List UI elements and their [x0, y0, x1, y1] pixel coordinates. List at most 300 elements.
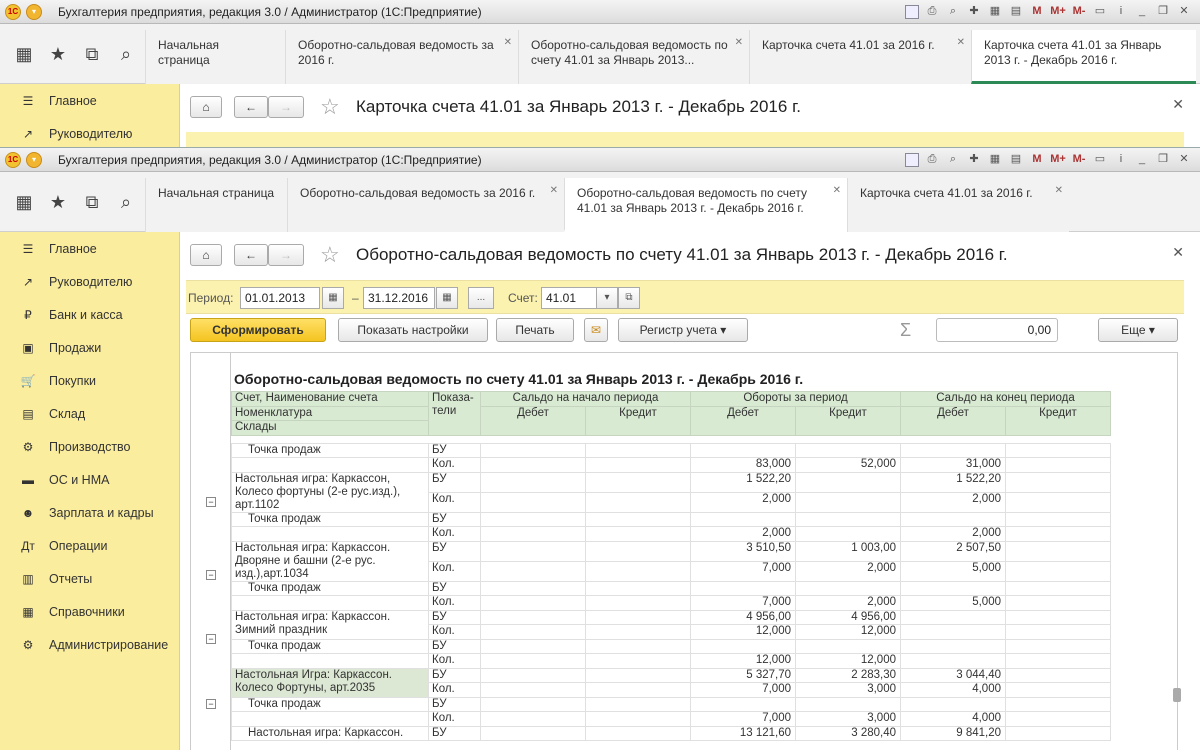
value-cell [481, 596, 586, 611]
sidebar-item-main[interactable]: ☰ Главное [0, 84, 179, 117]
favorites-icon[interactable]: ✚ [969, 5, 979, 17]
sidebar-item-icon: Дт [21, 538, 35, 553]
value-cell: 83,000 [691, 458, 796, 473]
value-cell: 2,000 [796, 561, 901, 581]
sidebar-item-label: Справочники [49, 604, 125, 619]
table-row[interactable] [232, 697, 1111, 712]
value-cell [586, 541, 691, 561]
close-tab-icon[interactable]: ✕ [734, 37, 743, 48]
value-cell [481, 654, 586, 669]
sidebar-item-label: Склад [49, 406, 86, 421]
value-cell [691, 581, 796, 596]
indicator-cell: БУ [429, 610, 481, 625]
close-button[interactable]: ✕ [1179, 5, 1189, 17]
sidebar-item-icon: ▣ [22, 340, 34, 355]
sidebar-item-label: Администрирование [49, 637, 169, 652]
close-tab-icon[interactable]: ✕ [1054, 185, 1063, 196]
sidebar-item-11[interactable] [0, 595, 179, 628]
vertical-scrollbar[interactable] [1170, 352, 1184, 750]
restore-button[interactable]: ❐ [1158, 153, 1168, 165]
window-title: Бухгалтерия предприятия, редакция 3.0 / Администратор (1С:Предприятие) [58, 153, 482, 167]
item-name-cell: Настольная игра: Каркассон, Колесо фортуны (2-е рус.изд.), арт.1102 [232, 472, 429, 512]
value-cell [481, 683, 586, 698]
tab-osv-2016[interactable]: Оборотно-сальдовая ведомость за 2016 г. ✕ [287, 178, 564, 232]
value-cell [1006, 610, 1111, 625]
value-cell [586, 726, 691, 741]
value-cell [481, 443, 586, 458]
close-form-icon[interactable]: ✕ [1172, 244, 1184, 260]
period-label: Период: [188, 291, 234, 305]
value-cell: 2,000 [901, 527, 1006, 542]
sidebar-item-icon: ↗ [22, 274, 34, 289]
value-cell [481, 697, 586, 712]
report-title: Оборотно-сальдовая ведомость по счету 41.01 за Январь 2013 г. - Декабрь 2016 г. [234, 371, 804, 387]
value-cell [586, 581, 691, 596]
value-cell [901, 512, 1006, 527]
indicator-cell: Кол. [429, 596, 481, 611]
value-cell [796, 472, 901, 492]
app-logo-icon[interactable]: 1C [5, 4, 21, 20]
layout-icon[interactable]: ▭ [1094, 153, 1106, 165]
value-cell: 1 003,00 [796, 541, 901, 561]
tab-card-2016[interactable]: Карточка счета 41.01 за 2016 г. ✕ [847, 178, 1069, 232]
table-row[interactable] [232, 610, 1111, 625]
minimize-button[interactable]: _ [1138, 5, 1146, 17]
value-cell [586, 683, 691, 698]
value-cell [796, 581, 901, 596]
sidebar-item-icon: ▦ [22, 604, 34, 619]
close-button[interactable]: ✕ [1179, 153, 1189, 165]
sidebar-item-label: Продажи [49, 340, 102, 355]
report-tree-gutter [191, 353, 231, 750]
more-dropdown[interactable]: Еще ▾ [1098, 318, 1178, 342]
report-toolbar [180, 318, 1200, 346]
warehouse-cell: Точка продаж [232, 512, 429, 527]
favorite-star-icon[interactable]: ☆ [320, 242, 340, 267]
warehouse-cell: Точка продаж [232, 639, 429, 654]
memory-button[interactable]: M [1032, 5, 1042, 17]
home-button[interactable]: ⌂ [190, 96, 222, 118]
forward-button[interactable]: → [268, 244, 304, 266]
window-title: Бухгалтерия предприятия, редакция 3.0 / Администратор (1С:Предприятие) [58, 5, 482, 19]
value-cell [796, 512, 901, 527]
favorites-star-icon[interactable]: ★ [49, 191, 67, 212]
value-cell [901, 625, 1006, 640]
value-cell [481, 581, 586, 596]
sidebar-item-4[interactable] [0, 364, 179, 397]
value-cell [481, 527, 586, 542]
register-dropdown[interactable]: Регистр учета ▾ [618, 318, 748, 342]
trend-icon: ↗ [22, 126, 34, 141]
value-cell [1006, 527, 1111, 542]
period-bar [186, 280, 1184, 314]
warehouse-cell: Точка продаж [232, 581, 429, 596]
value-cell [586, 697, 691, 712]
value-cell [901, 581, 1006, 596]
collapse-icon[interactable]: − [206, 497, 216, 507]
apps-grid-icon[interactable]: ▦ [15, 43, 33, 64]
period-to-input[interactable]: 31.12.2016 [363, 287, 435, 309]
info-icon[interactable]: i [1119, 5, 1123, 17]
value-cell [901, 610, 1006, 625]
tab-home[interactable]: Начальная страница [145, 30, 285, 84]
table-row[interactable] [232, 472, 1111, 492]
value-cell: 3,000 [796, 683, 901, 698]
value-cell: 2,000 [901, 492, 1006, 512]
sidebar-item-label: Зарплата и кадры [49, 505, 154, 520]
calendar-icon[interactable]: ▦ [989, 5, 1001, 17]
titlebar [0, 148, 1200, 172]
value-cell [586, 458, 691, 473]
value-cell [586, 492, 691, 512]
value-cell [1006, 541, 1111, 561]
sidebar-item-5[interactable] [0, 397, 179, 430]
value-cell [691, 697, 796, 712]
search-icon[interactable]: ⌕ [120, 43, 132, 64]
value-cell [586, 610, 691, 625]
account-dropdown-icon[interactable]: ▾ [596, 287, 618, 309]
sidebar-item-12[interactable] [0, 628, 179, 661]
table-row[interactable] [232, 654, 1111, 669]
value-cell: 3 044,40 [901, 668, 1006, 683]
sidebar-item-6[interactable] [0, 430, 179, 463]
indicator-cell: Кол. [429, 712, 481, 727]
warehouse-cell: Точка продаж [232, 443, 429, 458]
back-button[interactable]: ← [234, 244, 268, 266]
minimize-button[interactable]: _ [1138, 153, 1146, 165]
tabs-bar [0, 24, 1200, 84]
value-cell [586, 512, 691, 527]
value-cell: 2,000 [691, 492, 796, 512]
indicator-cell: Кол. [429, 492, 481, 512]
value-cell [481, 712, 586, 727]
value-cell [481, 639, 586, 654]
memory-plus-button[interactable]: M+ [1050, 153, 1066, 165]
value-cell [1006, 561, 1111, 581]
indicator-cell: Кол. [429, 654, 481, 669]
value-cell [691, 512, 796, 527]
calendar-to-icon[interactable]: ▦ [436, 287, 458, 309]
indicator-cell: Кол. [429, 625, 481, 640]
value-cell [1006, 472, 1111, 492]
value-cell: 7,000 [691, 561, 796, 581]
report-table [231, 391, 1111, 741]
close-tab-icon[interactable]: ✕ [832, 185, 841, 196]
show-settings-button[interactable]: Показать настройки [338, 318, 488, 342]
value-cell [796, 697, 901, 712]
indicator-cell: БУ [429, 443, 481, 458]
value-cell [691, 443, 796, 458]
print-icon[interactable]: ⎙ [927, 153, 937, 165]
home-button[interactable]: ⌂ [190, 244, 222, 266]
sidebar-item-icon: 🛒 [20, 373, 36, 388]
memory-plus-button[interactable]: M+ [1050, 5, 1066, 17]
sidebar-item-icon: ☻ [21, 505, 35, 520]
sidebar-item-3[interactable] [0, 331, 179, 364]
sidebar-item-8[interactable] [0, 496, 179, 529]
value-cell [1006, 668, 1111, 683]
table-row[interactable] [232, 668, 1111, 683]
value-cell [1006, 512, 1111, 527]
value-cell [586, 472, 691, 492]
value-cell [481, 541, 586, 561]
table-row[interactable] [232, 541, 1111, 561]
indicator-cell: БУ [429, 726, 481, 741]
value-cell [1006, 596, 1111, 611]
value-cell [586, 712, 691, 727]
sidebar-item-label: Операции [49, 538, 108, 553]
main-area [180, 84, 1200, 150]
foreground-window [0, 147, 1200, 750]
info-icon[interactable]: i [1119, 153, 1123, 165]
sidebar-item-icon: ⚙ [22, 439, 34, 454]
period-select-button[interactable]: ... [468, 287, 494, 309]
warehouse-cell: Настольная игра: Каркассон. [232, 726, 429, 741]
tabs-bar [0, 172, 1200, 232]
sidebar-item-10[interactable] [0, 562, 179, 595]
value-cell: 7,000 [691, 683, 796, 698]
scroll-thumb[interactable] [1173, 688, 1181, 702]
item-name-cell: Настольная игра: Каркассон. Зимний праздник [232, 610, 429, 639]
memory-button[interactable]: M [1032, 153, 1042, 165]
tab-home[interactable]: Начальная страница [145, 178, 287, 232]
generate-button[interactable]: Сформировать [190, 318, 326, 342]
table-row[interactable] [232, 726, 1111, 741]
warehouse-cell [232, 712, 429, 727]
main-menu-icon[interactable]: ▾ [26, 152, 42, 168]
account-input[interactable]: 41.01 [541, 287, 597, 309]
value-cell [1006, 683, 1111, 698]
sidebar-item-label: Руководителю [49, 274, 133, 289]
value-cell [1006, 639, 1111, 654]
indicator-cell: БУ [429, 668, 481, 683]
value-cell: 2,000 [691, 527, 796, 542]
main-menu-icon[interactable]: ▾ [26, 4, 42, 20]
value-cell [1006, 697, 1111, 712]
history-icon[interactable]: ⧉ [85, 43, 99, 64]
warehouse-cell [232, 458, 429, 473]
indicator-cell: БУ [429, 581, 481, 596]
preview-icon[interactable]: ⌕ [949, 153, 957, 165]
sidebar-item-9[interactable] [0, 529, 179, 562]
history-icon[interactable]: ⧉ [85, 191, 99, 212]
background-window [0, 0, 1200, 150]
value-cell [481, 625, 586, 640]
period-from-input[interactable]: 01.01.2013 [240, 287, 320, 309]
sidebar-item-label: Главное [49, 241, 97, 256]
print-button[interactable]: Печать [496, 318, 574, 342]
save-icon[interactable] [905, 5, 919, 19]
sidebar-item-icon: ▤ [22, 406, 34, 421]
sidebar-item-label: Отчеты [49, 571, 93, 586]
value-cell: 1 522,20 [691, 472, 796, 492]
value-cell: 5,000 [901, 561, 1006, 581]
value-cell [586, 625, 691, 640]
warehouse-cell [232, 527, 429, 542]
collapse-icon[interactable]: − [206, 570, 216, 580]
value-cell [481, 561, 586, 581]
value-cell [901, 639, 1006, 654]
memory-minus-button[interactable]: M- [1072, 153, 1086, 165]
sidebar-item-0[interactable] [0, 232, 179, 265]
table-row[interactable] [232, 512, 1111, 527]
table-row[interactable] [232, 443, 1111, 458]
calendar-icon[interactable]: ▦ [989, 153, 1001, 165]
header-credit: Кредит [1006, 406, 1111, 435]
value-cell [586, 668, 691, 683]
value-cell [1006, 712, 1111, 727]
indicator-cell: Кол. [429, 683, 481, 698]
tab-osv-2016[interactable]: Оборотно-сальдовая ведомость за 2016 г. ✕ [285, 30, 518, 84]
close-tab-icon[interactable]: ✕ [549, 185, 558, 196]
report-document[interactable] [190, 352, 1178, 750]
sidebar-item-label: Производство [49, 439, 131, 454]
indicator-cell: Кол. [429, 561, 481, 581]
table-row[interactable] [232, 458, 1111, 473]
indicator-cell: БУ [429, 541, 481, 561]
header-debit: Дебет [481, 406, 586, 435]
sidebar-item-label: Банк и касса [49, 307, 123, 322]
value-cell: 3 280,40 [796, 726, 901, 741]
sidebar [0, 84, 180, 150]
sidebar-item-7[interactable] [0, 463, 179, 496]
search-icon[interactable]: ⌕ [120, 191, 132, 212]
value-cell [481, 668, 586, 683]
indicator-cell: БУ [429, 697, 481, 712]
indicator-cell: Кол. [429, 458, 481, 473]
value-cell [796, 492, 901, 512]
value-cell: 9 841,20 [901, 726, 1006, 741]
indicator-cell: Кол. [429, 527, 481, 542]
calendar-from-icon[interactable]: ▦ [322, 287, 344, 309]
layout-icon[interactable]: ▭ [1094, 5, 1106, 17]
value-cell [901, 654, 1006, 669]
value-cell [481, 492, 586, 512]
table-row[interactable] [232, 581, 1111, 596]
table-row[interactable] [232, 639, 1111, 654]
favorites-star-icon[interactable]: ★ [49, 43, 67, 64]
value-cell: 12,000 [796, 654, 901, 669]
page-title: Карточка счета 41.01 за Январь 2013 г. - Декабрь 2016 г. [356, 97, 801, 116]
tab-osv-41[interactable]: Оборотно-сальдовая ведомость по счету 41.01 за Январь 2013... ✕ [518, 30, 749, 84]
header-row [232, 406, 1111, 421]
favorites-icon[interactable]: ✚ [969, 153, 979, 165]
email-icon[interactable]: ✉ [584, 318, 608, 342]
indicator-cell: БУ [429, 639, 481, 654]
header-turnover: Обороты за период [691, 392, 901, 407]
value-cell [1006, 726, 1111, 741]
collapse-icon[interactable]: − [206, 699, 216, 709]
value-cell [1006, 625, 1111, 640]
value-cell: 12,000 [691, 654, 796, 669]
value-cell: 31,000 [901, 458, 1006, 473]
close-tab-icon[interactable]: ✕ [956, 37, 965, 48]
value-cell [1006, 492, 1111, 512]
page-title: Оборотно-сальдовая ведомость по счету 41.01 за Январь 2013 г. - Декабрь 2016 г. [356, 245, 1008, 264]
warehouse-cell: Точка продаж [232, 697, 429, 712]
collapse-icon[interactable]: − [206, 634, 216, 644]
value-cell: 7,000 [691, 596, 796, 611]
sidebar-item-manager[interactable]: ↗ Руководителю [0, 117, 179, 150]
close-form-icon[interactable]: ✕ [1172, 96, 1184, 112]
value-cell: 3 510,50 [691, 541, 796, 561]
sidebar-item-icon: ⚙ [22, 637, 34, 652]
account-open-icon[interactable]: ⧉ [618, 287, 640, 309]
calculator-icon[interactable]: ▤ [1010, 153, 1022, 165]
value-cell [1006, 458, 1111, 473]
value-cell [481, 472, 586, 492]
table-row[interactable] [232, 596, 1111, 611]
value-cell [481, 458, 586, 473]
header-warehouses: Склады [232, 421, 429, 436]
sidebar-item-1[interactable] [0, 265, 179, 298]
header-indicators: Показа-тели [429, 392, 481, 436]
sidebar-item-icon: ₽ [24, 307, 32, 322]
table-row[interactable] [232, 712, 1111, 727]
value-cell [586, 527, 691, 542]
value-cell [481, 610, 586, 625]
preview-icon[interactable]: ⌕ [949, 5, 957, 17]
value-cell [796, 443, 901, 458]
sidebar-item-label: ОС и НМА [49, 472, 110, 487]
header-open-balance: Сальдо на начало периода [481, 392, 691, 407]
value-cell [691, 639, 796, 654]
back-button[interactable]: ← [234, 96, 268, 118]
value-cell [901, 697, 1006, 712]
restore-button[interactable]: ❐ [1158, 5, 1168, 17]
memory-minus-button[interactable]: M- [1072, 5, 1086, 17]
sidebar [0, 232, 180, 750]
spacer-row [232, 435, 1111, 443]
value-cell: 4 956,00 [796, 610, 901, 625]
indicator-cell: БУ [429, 472, 481, 492]
value-cell: 7,000 [691, 712, 796, 727]
tab-card-41-active[interactable]: Карточка счета 41.01 за Январь 2013 г. - Декабрь 2016 г. [971, 30, 1196, 84]
value-cell: 13 121,60 [691, 726, 796, 741]
save-icon[interactable] [905, 153, 919, 167]
header-debit: Дебет [691, 406, 796, 435]
value-cell: 12,000 [691, 625, 796, 640]
apps-grid-icon[interactable]: ▦ [15, 191, 33, 212]
header-nomenclature: Номенклатура [232, 406, 429, 421]
app-logo-icon[interactable]: 1C [5, 152, 21, 168]
favorite-star-icon[interactable]: ☆ [320, 94, 340, 119]
value-cell: 3,000 [796, 712, 901, 727]
value-cell [586, 639, 691, 654]
item-name-cell: Настольная Игра: Каркассон. Колесо Фортуны, арт.2035 [232, 668, 429, 697]
table-row[interactable] [232, 527, 1111, 542]
sidebar-item-2[interactable] [0, 298, 179, 331]
forward-button[interactable]: → [268, 96, 304, 118]
value-cell: 12,000 [796, 625, 901, 640]
header-close-balance: Сальдо на конец периода [901, 392, 1111, 407]
value-cell: 4 956,00 [691, 610, 796, 625]
value-cell: 2,000 [796, 596, 901, 611]
tab-card-2016[interactable]: Карточка счета 41.01 за 2016 г. ✕ [749, 30, 971, 84]
value-cell [586, 654, 691, 669]
sum-field[interactable]: 0,00 [936, 318, 1058, 342]
titlebar [0, 0, 1200, 24]
close-tab-icon[interactable]: ✕ [503, 37, 512, 48]
header-debit: Дебет [901, 406, 1006, 435]
value-cell [481, 726, 586, 741]
calculator-icon[interactable]: ▤ [1010, 5, 1022, 17]
tab-osv-41-active[interactable]: Оборотно-сальдовая ведомость по счету 41.01 за Январь 2013 г. - Декабрь 2016 г. ✕ [564, 178, 847, 232]
value-cell [586, 596, 691, 611]
sidebar-item-icon: ▥ [22, 571, 34, 586]
value-cell [481, 512, 586, 527]
print-icon[interactable]: ⎙ [927, 5, 937, 17]
